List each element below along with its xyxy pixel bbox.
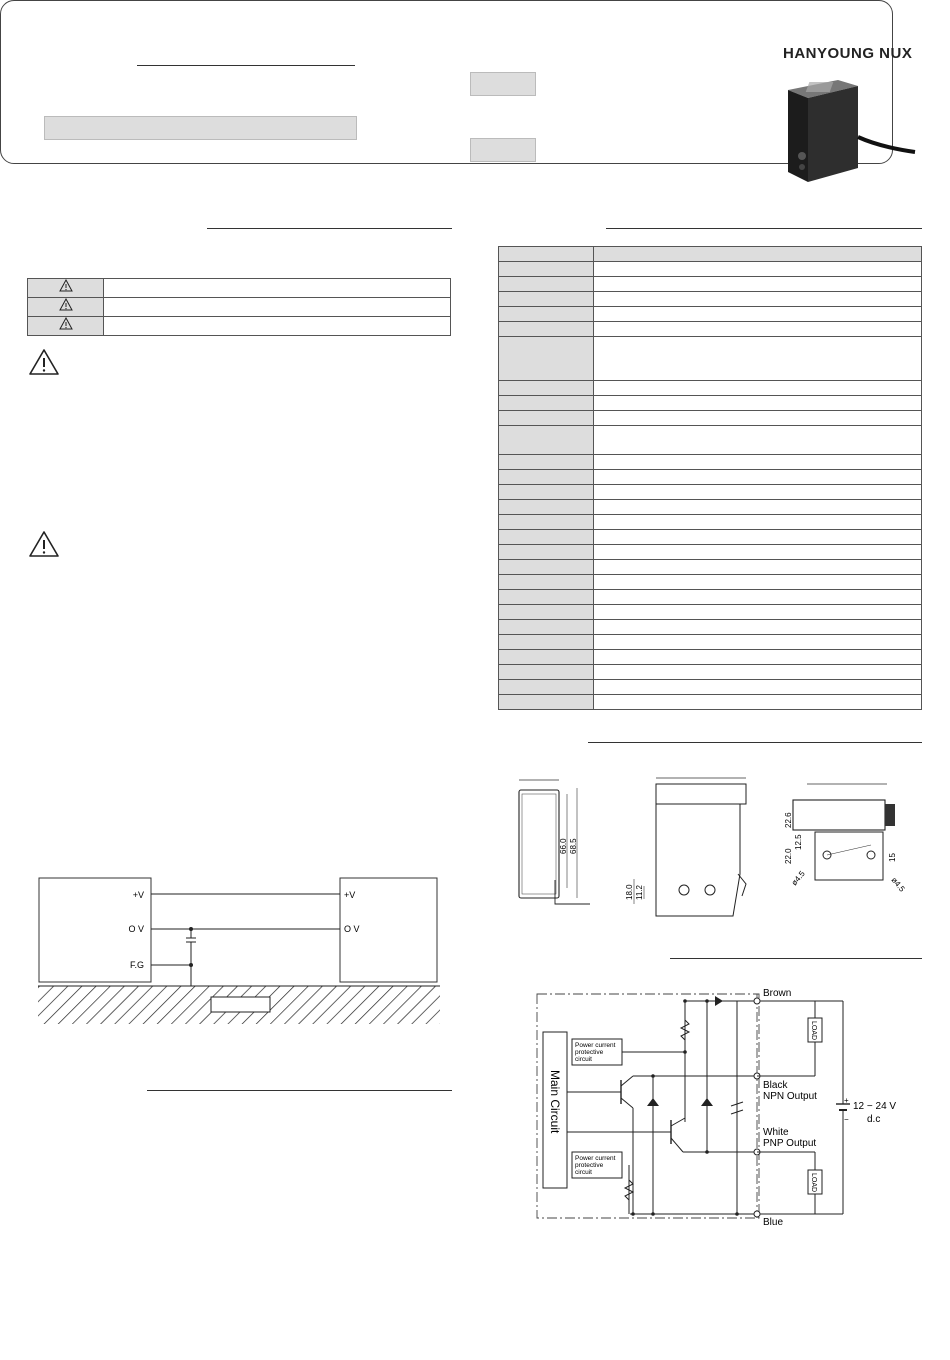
dimension-side-view bbox=[620, 774, 750, 924]
header-title-rule bbox=[137, 65, 355, 66]
caution-triangle-icon bbox=[28, 530, 60, 558]
danger-row-label bbox=[28, 279, 104, 298]
svg-text:circuit: circuit bbox=[575, 1169, 592, 1176]
dimension-top-view bbox=[775, 780, 915, 895]
safety-section-rule bbox=[207, 228, 452, 229]
caution-row-label bbox=[28, 317, 104, 336]
warning-triangle-icon bbox=[59, 317, 73, 330]
supply-voltage-label: 12 − 24 V bbox=[853, 1101, 897, 1112]
dim-12-5: 12.5 bbox=[794, 834, 803, 850]
dim-22-6: 22.6 bbox=[784, 812, 793, 828]
dim-68-5: 68.5 bbox=[569, 838, 578, 854]
left-fg-label: F.G bbox=[129, 960, 144, 970]
load-pnp-label: LOAD bbox=[810, 1173, 817, 1193]
dim-22-0: 22.0 bbox=[784, 848, 793, 864]
npn-output-label: NPN Output bbox=[763, 1091, 817, 1102]
main-circuit-label: Main Circuit bbox=[548, 1070, 562, 1134]
dim-dia-left: ø4.5 bbox=[789, 869, 807, 888]
dim-66-0: 66.0 bbox=[559, 838, 568, 854]
svg-text:circuit: circuit bbox=[575, 1056, 592, 1063]
output-circuit-diagram bbox=[525, 982, 925, 1232]
warning-triangle-icon bbox=[28, 348, 60, 376]
dimension-front-view bbox=[505, 770, 600, 915]
pnp-output-label: PNP Output bbox=[763, 1138, 817, 1149]
dimensions-section-rule bbox=[588, 742, 922, 743]
left-plus-v-label: +V bbox=[132, 890, 144, 900]
dim-15: 15 bbox=[888, 853, 897, 862]
load-npn-label: LOAD bbox=[810, 1021, 817, 1041]
warning-row-label bbox=[28, 298, 104, 317]
warning-triangle-icon bbox=[59, 298, 73, 311]
spec-section-rule bbox=[606, 228, 922, 229]
supply-minus: − bbox=[844, 1115, 849, 1124]
wire-white-label: White bbox=[763, 1127, 789, 1138]
svg-text:Power current: Power current bbox=[575, 1042, 616, 1049]
svg-text:Power current: Power current bbox=[575, 1155, 616, 1162]
right-zero-v-label: O V bbox=[344, 924, 360, 934]
feature-tag-2 bbox=[470, 138, 536, 162]
left-zero-v-label: O V bbox=[128, 924, 144, 934]
dim-11-2: 11.2 bbox=[635, 885, 644, 900]
circuit-section-rule bbox=[670, 958, 922, 959]
supply-plus: + bbox=[844, 1096, 849, 1105]
specifications-table bbox=[498, 246, 922, 710]
right-plus-v-label: +V bbox=[344, 890, 356, 900]
wire-blue-label: Blue bbox=[763, 1217, 784, 1228]
feature-tag-1 bbox=[470, 72, 536, 96]
dim-dia-right: ø4.5 bbox=[889, 875, 907, 894]
model-bar bbox=[44, 116, 357, 140]
grounding-diagram bbox=[36, 876, 442, 1028]
warning-triangle-icon bbox=[59, 279, 73, 292]
brand-logo: HANYOUNG NUX bbox=[783, 45, 913, 62]
dim-18-0: 18.0 bbox=[625, 884, 634, 900]
wiring-section-rule bbox=[147, 1090, 452, 1091]
supply-dc-label: d.c bbox=[867, 1114, 881, 1125]
svg-text:protective: protective bbox=[575, 1049, 604, 1056]
wire-black-label: Black bbox=[763, 1080, 788, 1091]
warning-levels-table bbox=[27, 278, 451, 336]
wire-brown-label: Brown bbox=[763, 988, 792, 999]
product-photo bbox=[780, 72, 920, 192]
svg-text:protective: protective bbox=[575, 1162, 604, 1169]
